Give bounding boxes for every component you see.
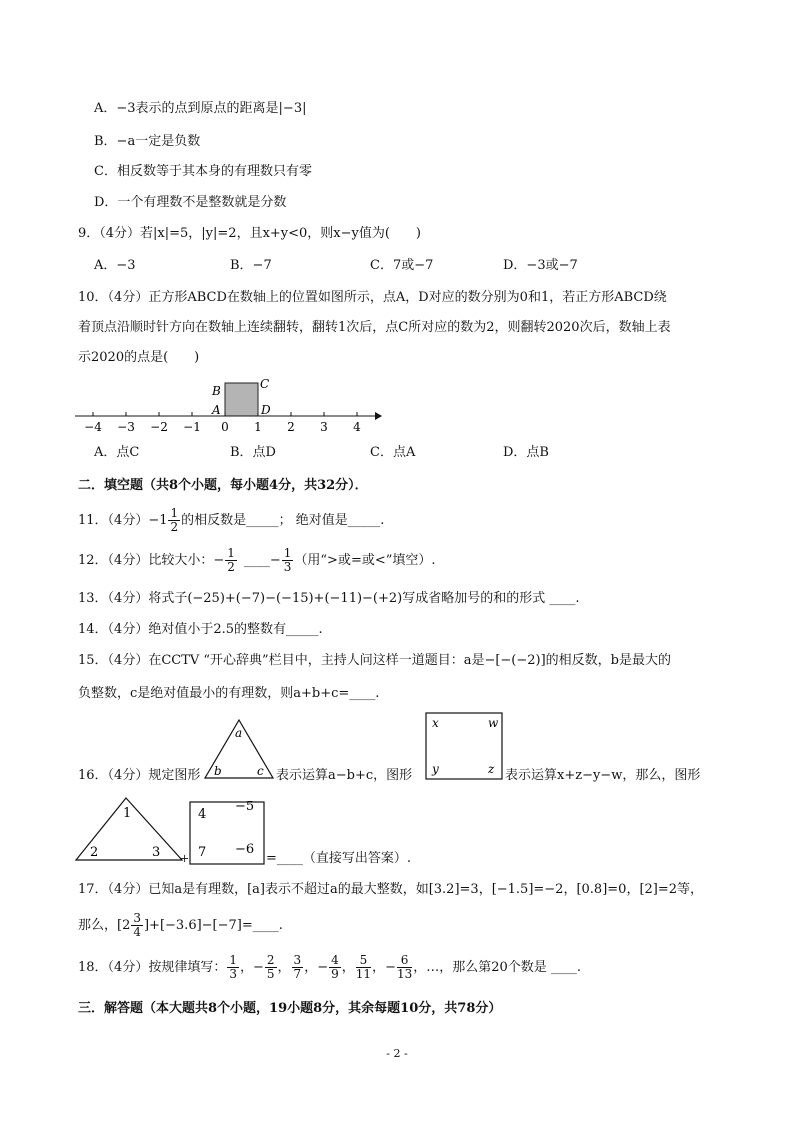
q17-prefix: 那么，[2 bbox=[78, 918, 131, 933]
axis-tick-label: 2 bbox=[287, 420, 295, 434]
rect1-bl: y bbox=[432, 762, 439, 776]
q9-option-c: C．7或−7 bbox=[370, 258, 434, 273]
q18-term-den: 11 bbox=[355, 967, 372, 981]
q16-answer: =____（直接写出答案）. bbox=[266, 851, 412, 866]
rect1-tl: x bbox=[432, 716, 439, 730]
rect1-tr: w bbox=[488, 716, 499, 730]
q18-term bbox=[356, 954, 371, 981]
q16-rectangle-numbers bbox=[189, 801, 265, 865]
q17-line-2 bbox=[78, 911, 283, 941]
q12 bbox=[78, 546, 436, 576]
q18-term-den: 7 bbox=[293, 967, 302, 981]
q11-fraction bbox=[168, 507, 180, 534]
q18-term bbox=[329, 954, 341, 981]
rect2-bl: 7 bbox=[198, 845, 207, 860]
q12-fraction-2 bbox=[282, 547, 294, 574]
q17-frac-num: 3 bbox=[133, 911, 141, 925]
q15-line-2: 负整数，c是绝对值最小的有理数，则a+b+c=____. bbox=[78, 686, 380, 701]
page-number: - 2 - bbox=[386, 1047, 408, 1060]
q10-line-1: 10．（4分）正方形ABCD在数轴上的位置如图所示，点A，D对应的数分别为0和1，若正方形ABCD绕 bbox=[78, 290, 667, 305]
label-a: A bbox=[212, 403, 221, 417]
q12-prefix: 12．（4分）比较大小：− bbox=[78, 553, 225, 568]
tri2-right: 3 bbox=[152, 845, 161, 860]
q18-term bbox=[292, 954, 304, 981]
q18-term-num: 6 bbox=[397, 954, 412, 968]
q18-sequence bbox=[226, 953, 413, 981]
q11 bbox=[78, 506, 384, 536]
q12-suffix: （用“>或=或<”填空）. bbox=[294, 553, 436, 568]
q9-stem: 9．（4分）若|x|=5，|y|=2，且x+y<0，则x−y值为( ) bbox=[78, 226, 422, 241]
rect2-br: −6 bbox=[235, 842, 255, 857]
label-d: D bbox=[261, 403, 271, 417]
q18-suffix: ，…，那么第20个数是 ____. bbox=[413, 960, 582, 975]
q9-option-d: D．−3或−7 bbox=[503, 258, 578, 273]
q16-plus: + bbox=[180, 852, 190, 865]
q16-suffix: 表示运算x+z−y−w，那么，图形 bbox=[505, 768, 701, 783]
q12-f1-den: 2 bbox=[227, 560, 235, 574]
q18-term bbox=[227, 954, 239, 981]
q18-term-num: 4 bbox=[331, 953, 339, 967]
axis-ticks bbox=[84, 412, 361, 434]
tri1-left: b bbox=[214, 764, 222, 778]
q17-suffix: ]+[−3.6]−[−7]=____. bbox=[143, 918, 283, 933]
q18-term bbox=[397, 954, 412, 981]
q16-triangle-abc bbox=[203, 718, 275, 780]
q12-f2-den: 3 bbox=[283, 560, 292, 574]
q8-option-c: C．相反数等于其本身的有理数只有零 bbox=[94, 164, 312, 179]
axis-tick-label: −3 bbox=[117, 420, 135, 434]
axis-tick-label: −2 bbox=[150, 420, 168, 434]
number-line-figure bbox=[70, 374, 390, 438]
q18-comma: ， bbox=[304, 960, 318, 975]
q8-option-b: B．−a一定是负数 bbox=[94, 134, 201, 149]
tri1-right: c bbox=[257, 764, 264, 778]
q16-rectangle-xwyz bbox=[425, 712, 503, 780]
q18-term-den: 13 bbox=[396, 967, 413, 981]
q9-option-b: B．−7 bbox=[230, 258, 272, 273]
q16-prefix: 16．（4分）规定图形 bbox=[78, 768, 201, 783]
axis-arrow bbox=[375, 412, 382, 420]
q18-term-den: 9 bbox=[331, 967, 339, 981]
q15-line-1: 15．（4分）在CCTV “开心辞典”栏目中，主持人问这样一道题目：a是−[−(−2)]的相反数，b是最大的 bbox=[78, 653, 671, 668]
q9-option-a: A．−3 bbox=[94, 258, 136, 273]
square-abcd bbox=[225, 383, 258, 416]
q18-comma: ， bbox=[277, 960, 291, 975]
label-c: C bbox=[260, 377, 270, 391]
section-3-heading: 三．解答题（本大题共8个小题，19小题8分，其余每题10分，共78分） bbox=[78, 1001, 502, 1016]
q12-f2-num: 1 bbox=[283, 546, 292, 560]
q18-sign: − bbox=[252, 960, 264, 975]
q11-frac-den: 2 bbox=[170, 520, 179, 534]
q18-comma: ， bbox=[239, 960, 253, 975]
q10-line-2: 着顶点沿顺时针方向在数轴上连续翻转，翻转1次后，点C所对应的数为2，则翻转2020次后，数轴上表 bbox=[78, 320, 671, 335]
q10-line-3: 示2020的点是( ) bbox=[78, 350, 200, 365]
q18-term-den: 3 bbox=[229, 967, 237, 981]
q16-triangle-123 bbox=[74, 796, 186, 862]
q14: 14．（4分）绝对值小于2.5的整数有_____. bbox=[78, 622, 323, 637]
section-2-heading: 二．填空题（共8个小题，每小题4分，共32分）． bbox=[78, 478, 368, 493]
axis-tick-label: 4 bbox=[353, 420, 361, 434]
q17-line-1: 17．（4分）已知a是有理数，[a]表示不超过a的最大整数，如[3.2]=3，[−1.5]=−2，[0.8]=0，[2]=2等， bbox=[78, 882, 704, 897]
axis-tick-label: 1 bbox=[254, 420, 262, 434]
q11-frac-num: 1 bbox=[170, 506, 179, 520]
q10-option-c: C．点A bbox=[370, 445, 416, 460]
q18 bbox=[78, 953, 581, 983]
q12-f1-num: 1 bbox=[227, 546, 235, 560]
q18-term-num: 3 bbox=[293, 953, 302, 967]
q12-mid: ____− bbox=[243, 553, 281, 568]
q11-suffix: 的相反数是_____； 绝对值是_____. bbox=[181, 513, 385, 528]
axis-tick-label: −4 bbox=[84, 420, 102, 434]
q16-mid: 表示运算a−b+c，图形 bbox=[276, 768, 413, 783]
q18-comma: ， bbox=[341, 960, 355, 975]
q10-option-a: A．点C bbox=[94, 445, 140, 460]
q8-option-d: D．一个有理数不是整数就是分数 bbox=[94, 195, 287, 210]
q11-prefix: 11．（4分）−1 bbox=[78, 513, 168, 528]
q8-option-a: A．−3表示的点到原点的距离是|−3| bbox=[94, 101, 307, 116]
q18-term-den: 5 bbox=[266, 967, 275, 981]
rect2-tr: −5 bbox=[235, 801, 255, 814]
axis-tick-label: −1 bbox=[183, 420, 201, 434]
q18-sign: − bbox=[385, 960, 396, 975]
tri2-top: 1 bbox=[123, 806, 132, 821]
label-b: B bbox=[212, 384, 221, 398]
q18-term-num: 1 bbox=[229, 953, 237, 967]
q18-comma: ， bbox=[372, 960, 386, 975]
q18-term bbox=[265, 954, 277, 981]
q18-prefix: 18．（4分）按规律填写： bbox=[78, 960, 227, 975]
axis-tick-label: 0 bbox=[221, 420, 229, 434]
q18-sign: − bbox=[317, 960, 329, 975]
rect1-br: z bbox=[488, 762, 495, 776]
q10-option-d: D．点B bbox=[503, 445, 549, 460]
q17-frac-den: 4 bbox=[133, 925, 141, 939]
tri2-left: 2 bbox=[90, 845, 99, 860]
q17-fraction bbox=[131, 912, 143, 939]
rect2-tl: 4 bbox=[198, 807, 207, 822]
q18-term-num: 5 bbox=[356, 954, 371, 968]
q10-option-b: B．点D bbox=[230, 445, 276, 460]
q18-term-num: 2 bbox=[266, 953, 275, 967]
q12-fraction-1 bbox=[225, 547, 237, 574]
axis-tick-label: 3 bbox=[320, 420, 328, 434]
tri1-top: a bbox=[235, 726, 243, 740]
q13: 13．（4分）将式子(−25)+(−7)−(−15)+(−11)−(+2)写成省略加号的和的形式 ____. bbox=[78, 591, 580, 606]
